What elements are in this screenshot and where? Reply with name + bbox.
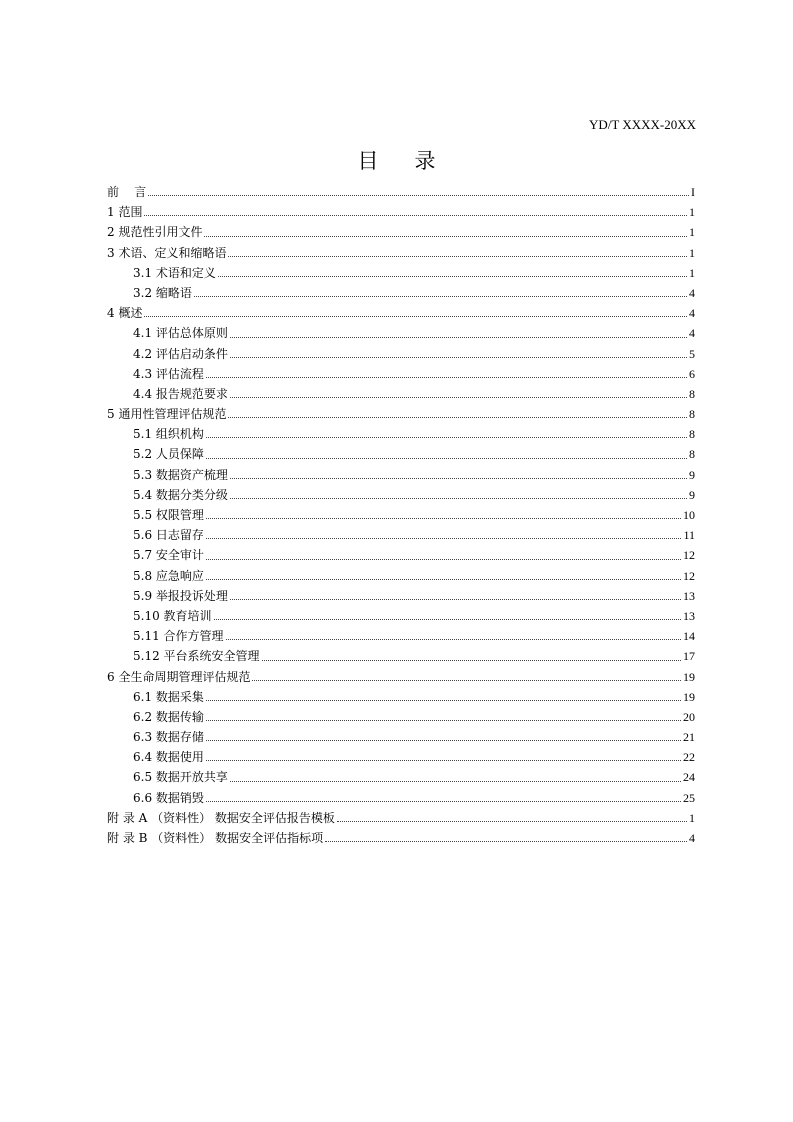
toc-entry-label: 5.8 应急响应 [133, 568, 204, 583]
toc-entry-page: 10 [683, 508, 695, 522]
toc-entry-page: 4 [689, 831, 695, 845]
toc-entry-label: 5.9 举报投诉处理 [133, 588, 228, 603]
toc-entry-label: 4.1 评估总体原则 [133, 326, 228, 341]
toc-entry-page: 14 [683, 629, 695, 644]
toc-entry-label: 前 言 [107, 185, 147, 199]
toc-entry-page: I [691, 185, 695, 199]
toc-entry[interactable] [107, 465, 695, 485]
toc-entry-label: 2 规范性引用文件 [107, 225, 203, 240]
toc-entry-label: 4.4 报告规范要求 [133, 386, 228, 401]
toc-entry[interactable] [107, 788, 695, 808]
toc-entry-page: 9 [689, 467, 695, 482]
toc-entry-label: 5.1 组织机构 [133, 427, 204, 442]
toc-entry[interactable] [107, 323, 695, 343]
toc-entry-page: 8 [689, 447, 695, 462]
toc-dot-leader [230, 598, 681, 600]
toc-entry-label: 4 概述 [107, 306, 143, 321]
toc-entry[interactable] [107, 808, 695, 828]
toc-entry[interactable] [107, 687, 695, 707]
toc-dot-leader [230, 477, 687, 479]
toc-dot-leader [226, 638, 681, 640]
toc-entry-page: 5 [689, 346, 695, 361]
toc-entry-label: 5.3 数据资产梳理 [133, 467, 228, 482]
toc-entry[interactable] [107, 505, 695, 525]
toc-entry-label: 5.5 权限管理 [133, 508, 204, 522]
toc-entry-page: 17 [683, 649, 695, 664]
toc-dot-leader [206, 759, 681, 761]
toc-entry-label: 6.5 数据开放共享 [133, 770, 228, 785]
toc-entry[interactable] [107, 424, 695, 444]
toc-entry-page: 1 [689, 810, 695, 825]
toc-entry[interactable] [107, 485, 695, 505]
toc-entry-label: 5.7 安全审计 [133, 548, 204, 563]
toc-dot-leader [206, 719, 681, 721]
toc-entry-page: 13 [683, 588, 695, 603]
toc-entry[interactable] [107, 667, 695, 687]
toc-dot-leader [218, 275, 687, 277]
toc-entry-label: 5.4 数据分类分级 [133, 487, 228, 502]
toc-entry-label: 3.1 术语和定义 [133, 265, 216, 280]
toc-entry-page: 20 [683, 709, 695, 724]
toc-entry-page: 1 [689, 225, 695, 240]
toc-entry-page: 8 [689, 386, 695, 401]
toc-dot-leader [252, 679, 681, 681]
toc-entry-page: 12 [683, 548, 695, 563]
toc-entry-label: 附 录 A （资料性） 数据安全评估报告模板 [107, 810, 335, 825]
toc-entry[interactable] [107, 525, 695, 545]
toc-entry-label: 5.2 人员保障 [133, 447, 204, 462]
toc-entry-page: 4 [689, 306, 695, 321]
toc-entry[interactable] [107, 243, 695, 263]
toc-dot-leader [262, 659, 681, 661]
toc-dot-leader [206, 739, 681, 741]
toc-entry[interactable] [107, 747, 695, 767]
toc-entry-label: 3 术语、定义和缩略语 [107, 245, 227, 260]
toc-entry[interactable] [107, 384, 695, 404]
toc-dot-leader [206, 457, 687, 459]
toc-entry[interactable] [107, 545, 695, 565]
toc-entry[interactable] [107, 364, 695, 384]
toc-dot-leader [230, 336, 687, 338]
toc-entry[interactable] [107, 404, 695, 424]
toc-dot-leader [230, 780, 681, 782]
toc-entry-label: 6.1 数据采集 [133, 689, 204, 704]
toc-dot-leader [206, 578, 681, 580]
toc-entry[interactable] [107, 566, 695, 586]
toc-entry-label: 1 范围 [107, 205, 143, 220]
document-code: YD/T XXXX-20XX [588, 117, 696, 132]
toc-entry-label: 6 全生命周期管理评估规范 [107, 669, 251, 684]
toc-entry-label: 5.10 教育培训 [133, 608, 212, 623]
toc-entry[interactable] [107, 626, 695, 646]
toc-dot-leader [206, 699, 681, 701]
toc-dot-leader [230, 356, 687, 358]
toc-dot-leader [337, 820, 687, 822]
toc-entry[interactable] [107, 606, 695, 626]
toc-dot-leader [230, 396, 687, 398]
toc-dot-leader [148, 194, 689, 196]
toc-entry-page: 24 [683, 770, 695, 785]
toc-entry-page: 13 [683, 608, 695, 623]
toc-entry-page: 9 [689, 487, 695, 502]
toc-entry-page: 6 [689, 366, 695, 381]
toc-dot-leader [206, 558, 681, 560]
toc-dot-leader [194, 295, 687, 297]
toc-dot-leader [325, 840, 687, 842]
toc-dot-leader [206, 537, 682, 539]
toc-entry-label: 5.6 日志留存 [133, 528, 204, 543]
toc-entry-label: 5 通用性管理评估规范 [107, 407, 227, 422]
toc-entry-page: 1 [689, 265, 695, 280]
toc-entry-page: 19 [683, 689, 695, 704]
toc-entry-page: 1 [689, 205, 695, 220]
toc-dot-leader [206, 800, 681, 802]
toc-entry-label: 4.3 评估流程 [133, 366, 204, 381]
toc-entry-page: 25 [683, 790, 695, 805]
toc-entry-page: 8 [689, 407, 695, 422]
toc-entry-page: 4 [689, 285, 695, 300]
toc-entry-page: 4 [689, 326, 695, 341]
table-of-contents [107, 182, 695, 848]
page-title: 目录 [357, 149, 472, 173]
toc-entry[interactable] [107, 222, 695, 242]
toc-entry[interactable] [107, 828, 695, 848]
toc-entry-label: 附 录 B （资料性） 数据安全评估指标项 [107, 831, 324, 845]
toc-entry-label: 3.2 缩略语 [133, 285, 192, 300]
toc-entry[interactable] [107, 444, 695, 464]
toc-dot-leader [230, 497, 687, 499]
toc-dot-leader [204, 235, 687, 237]
toc-entry-label: 6.2 数据传输 [133, 709, 204, 724]
toc-dot-leader [206, 376, 687, 378]
toc-entry-label: 6.4 数据使用 [133, 750, 204, 765]
toc-entry[interactable] [107, 202, 695, 222]
toc-entry[interactable] [107, 263, 695, 283]
toc-entry[interactable] [107, 727, 695, 747]
toc-entry[interactable] [107, 182, 695, 202]
toc-dot-leader [228, 255, 687, 257]
toc-entry[interactable] [107, 767, 695, 787]
toc-dot-leader [228, 416, 687, 418]
toc-dot-leader [206, 436, 687, 438]
toc-entry-label: 6.3 数据存储 [133, 730, 204, 745]
toc-entry[interactable] [107, 707, 695, 727]
toc-entry-label: 5.11 合作方管理 [133, 629, 224, 644]
toc-entry[interactable] [107, 283, 695, 303]
toc-entry-label: 6.6 数据销毁 [133, 790, 204, 805]
toc-entry[interactable] [107, 586, 695, 606]
toc-entry-page: 12 [683, 568, 695, 583]
toc-entry-label: 5.12 平台系统安全管理 [133, 649, 260, 664]
toc-dot-leader [144, 315, 687, 317]
toc-entry[interactable] [107, 646, 695, 666]
toc-dot-leader [206, 517, 681, 519]
toc-dot-leader [144, 214, 687, 216]
toc-entry-page: 22 [683, 750, 695, 765]
toc-entry[interactable] [107, 344, 695, 364]
toc-entry[interactable] [107, 303, 695, 323]
toc-entry-label: 4.2 评估启动条件 [133, 346, 228, 361]
toc-dot-leader [214, 618, 681, 620]
toc-entry-page: 1 [689, 245, 695, 260]
toc-entry-page: 11 [683, 528, 695, 543]
toc-entry-page: 21 [683, 730, 695, 745]
toc-entry-page: 8 [689, 427, 695, 442]
toc-entry-page: 19 [683, 669, 695, 684]
